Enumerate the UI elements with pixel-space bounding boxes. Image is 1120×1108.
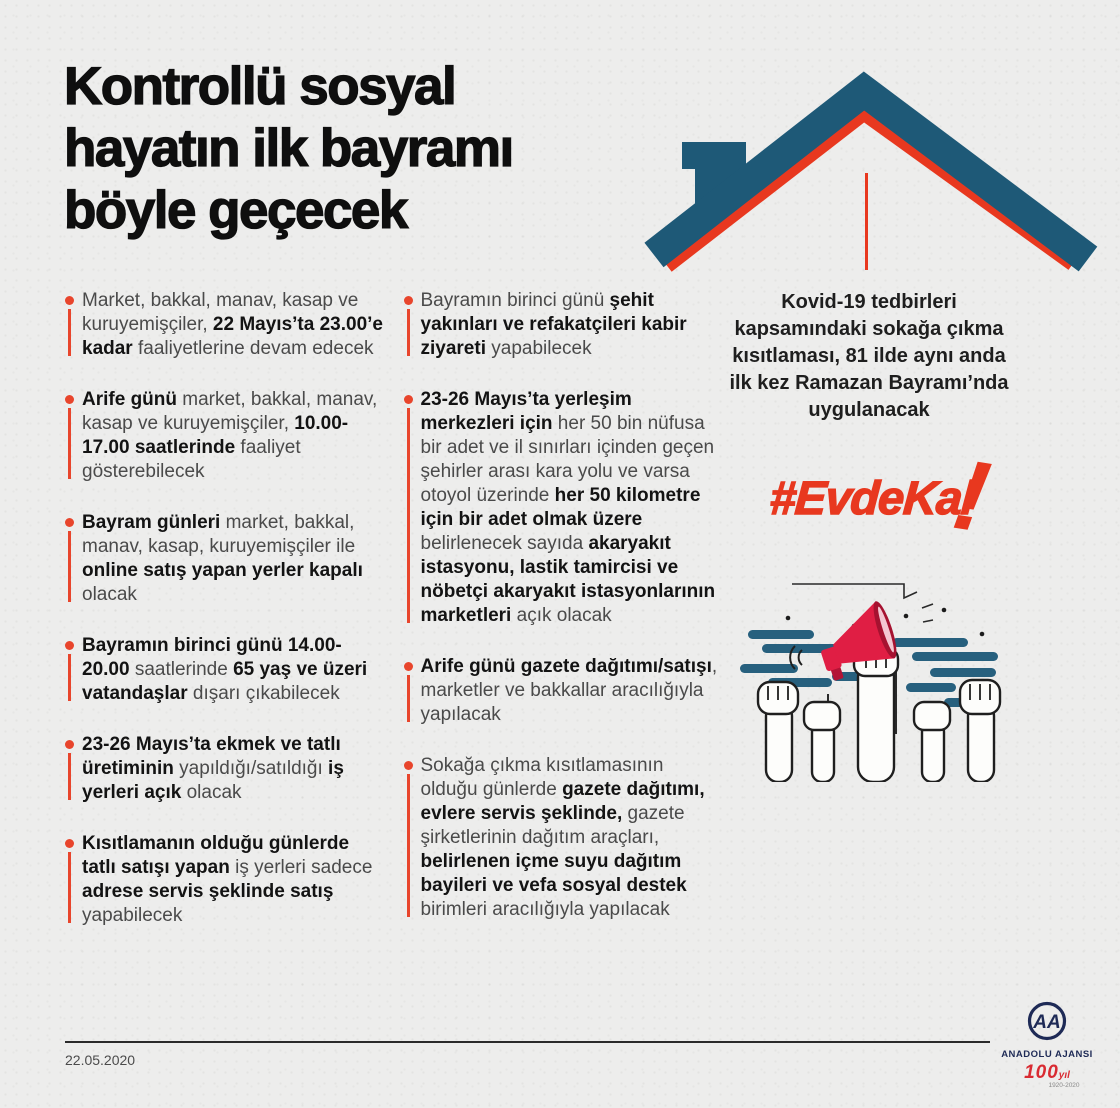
footer-rule [65,1041,990,1043]
bullet-item [404,388,726,628]
bullet-item [65,289,387,361]
bullet-marker [65,733,82,805]
bullet-column-middle [404,289,726,928]
crowd-megaphone-illustration [736,554,1002,782]
bullet-line [407,309,410,356]
bullet-dot-icon [65,296,74,305]
bullet-marker [65,289,82,361]
page-title [64,56,644,242]
bullet-line [68,531,71,602]
bullet-text: 23-26 Mayıs’ta yerleşim merkezleri için her 50 bin nüfusa bir adet ve il sınırları içinden geçen şehirler arası kara yolu ve varsa otoyol üzerinde her 50 kilometre için bir adet olmak üzere belirlenecek sayıda akaryakıt istasyonu, lastik tamircisi ve nöbetçi akaryakıt istasyonlarının marketleri açık olacak [420,389,716,626]
bullet-line [68,654,71,701]
roof-peak-divider-line [865,173,868,270]
bullet-dot-icon [65,641,74,650]
bullet-item [65,733,387,805]
agency-name: ANADOLU AJANSI [1001,1049,1093,1060]
bullet-marker [65,634,82,706]
bullet-text: Market, bakkal, manav, kasap ve kuruyemişçiler, 22 Mayıs’ta 23.00’e kadar faaliyetlerine devam edecek [82,290,383,359]
bullet-marker [404,754,421,922]
bullet-dot-icon [65,839,74,848]
bullet-text: Sokağa çıkma kısıtlamasının olduğu günlerde gazete dağıtımı, evlere servis şeklinde, gazete şirketlerinin dağıtım araçları, belirlenen içme suyu dağıtım bayileri ve vefa sosyal destek birimleri aracılığıyla yapılacak [420,755,705,920]
bullet-item [404,289,726,361]
side-panel [728,289,1010,787]
svg-text:AA: AA [1033,1012,1061,1033]
bullet-text: Arife günü market, bakkal, manav, kasap ve kuruyemişçiler, 10.00-17.00 saatlerinde faaliyet gösterebilecek [82,389,378,482]
bullet-dot-icon [65,395,74,404]
centennial-suffix: yıl [1058,1070,1070,1081]
hashtag-block [728,438,1010,554]
aa-logo-icon [1024,1000,1070,1042]
bullet-text: Arife günü gazete dağıtımı/satışı, marketler ve bakkallar aracılığıyla yapılacak [420,656,718,725]
bullet-line [68,408,71,479]
bullet-marker [404,289,421,361]
bullet-dot-icon [404,761,413,770]
exclamation-mark: ! [946,438,997,554]
bullet-line [407,408,410,623]
bullet-item [65,511,387,607]
bullet-line [407,675,410,722]
bullet-marker [65,832,82,928]
bullet-item [404,754,726,922]
bullet-dot-icon [65,518,74,527]
kovid-note: Kovid-19 tedbirleri kapsamındaki sokağa çıkma kısıtlaması, 81 ilde aynı anda ilk kez Ramazan Bayramı’nda uygulanacak [729,291,1009,421]
bullet-columns [65,289,725,928]
bullet-line [68,309,71,356]
bullet-text: Kısıtlamanın olduğu günlerde tatlı satışı yapan iş yerleri sadece adrese servis şeklinde satış yapabilecek [82,833,373,926]
bullet-line [407,774,410,917]
bullet-text: Bayram günleri market, bakkal, manav, kasap, kuruyemişçiler ile online satış yapan yerler kapalı olacak [82,512,363,605]
bullet-column-left [65,289,387,928]
bullet-text: 23-26 Mayıs’ta ekmek ve tatlı üretiminin yapıldığı/satıldığı iş yerleri açık olacak [82,734,344,803]
bullet-dot-icon [404,662,413,671]
bullet-text: Bayramın birinci günü 14.00-20.00 saatlerinde 65 yaş ve üzeri vatandaşlar dışarı çıkabilecek [82,635,368,704]
bullet-dot-icon [404,296,413,305]
bullet-marker [65,511,82,607]
bullet-dot-icon [404,395,413,404]
centennial-number: 100 [1024,1062,1059,1083]
bullet-item [65,388,387,484]
bullet-dot-icon [65,740,74,749]
house-roof-icon [640,58,1100,273]
bullet-item [404,655,726,727]
centennial-mark [990,1062,1104,1092]
title-line-3: böyle geçecek [64,181,407,240]
bullet-text: Bayramın birinci günü şehit yakınları ve refakatçileri kabir ziyareti yapabilecek [420,290,687,359]
bullet-item [65,634,387,706]
date-label: 22.05.2020 [65,1052,136,1068]
evdekal-hashtag: #EvdeKal [768,471,976,524]
title-line-2: hayatın ilk bayramı [64,119,513,178]
bullet-marker [65,388,82,484]
bullet-marker [404,655,421,727]
title-line-1: Kontrollü sosyal [64,57,456,116]
bullet-line [68,852,71,923]
bullet-item [65,832,387,928]
centennial-years: 1920-2020 [1048,1082,1080,1089]
bullet-line [68,753,71,800]
bullet-marker [404,388,421,628]
aa-logo [990,1000,1104,1092]
